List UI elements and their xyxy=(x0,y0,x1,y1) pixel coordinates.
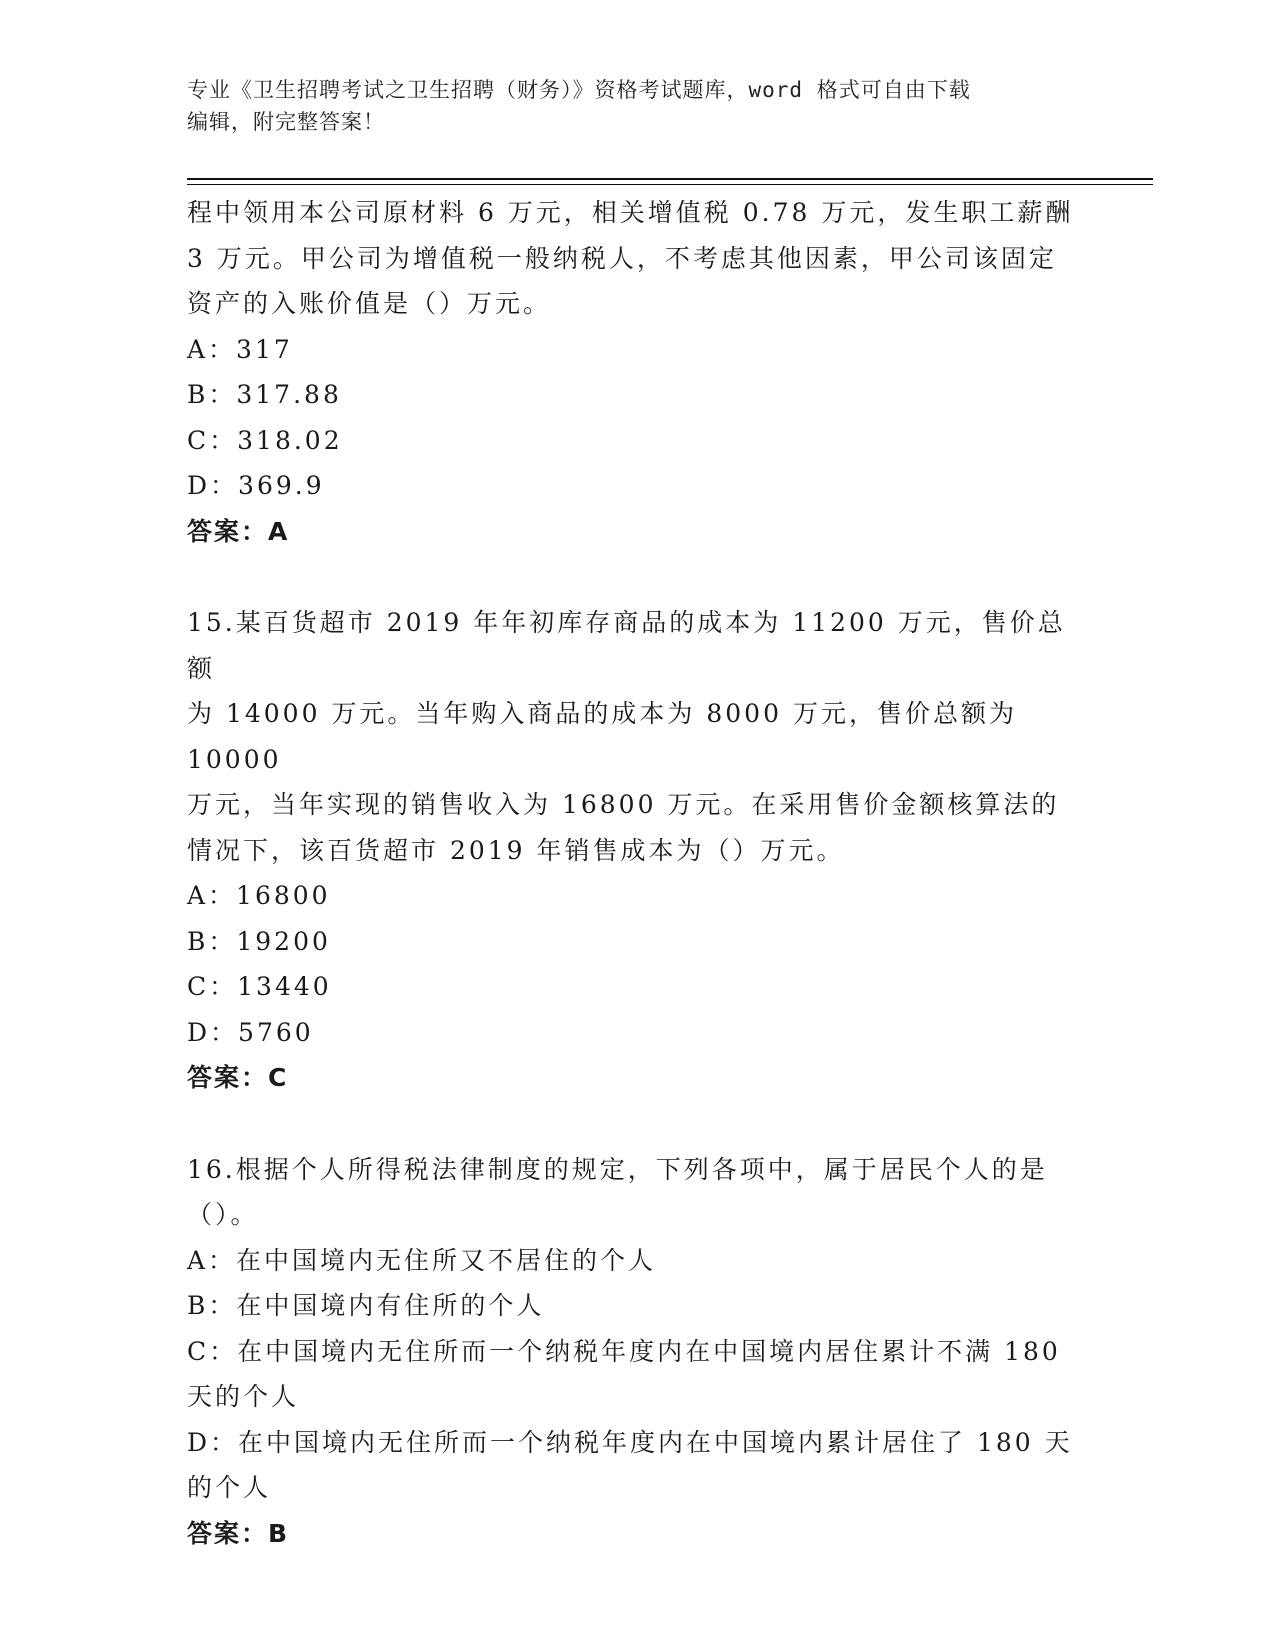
question-14 xyxy=(187,190,1087,554)
question-text-line: （）。 xyxy=(187,1200,259,1229)
option-b: B：在中国境内有住所的个人 xyxy=(187,1291,545,1320)
page-header xyxy=(187,74,1087,138)
option-a: A：317 xyxy=(187,334,293,364)
answer-line: 答案：A xyxy=(187,516,290,546)
option-d: D：在中国境内无住所而一个纳税年度内在中国境内累计居住了 180 天 xyxy=(187,1427,1073,1457)
option-d-continued: 的个人 xyxy=(187,1473,272,1502)
option-a: A：在中国境内无住所又不居住的个人 xyxy=(187,1245,657,1275)
header-line-2: 编辑，附完整答案！ xyxy=(187,110,385,134)
option-c-continued: 天的个人 xyxy=(187,1382,300,1411)
header-divider-thin xyxy=(187,184,1153,185)
question-text-line: 情况下，该百货超市 2019 年销售成本为（）万元。 xyxy=(187,835,845,865)
option-b: B：317.88 xyxy=(187,380,342,409)
question-text-line: 为 14000 万元。当年购入商品的成本为 8000 万元，售价总额为 10000 xyxy=(187,699,1017,774)
question-text-line: 16.根据个人所得税法律制度的规定，下列各项中，属于居民个人的是 xyxy=(187,1154,1048,1184)
header-line-1: 专业《卫生招聘考试之卫生招聘（财务）》资格考试题库，word 格式可自由下载 xyxy=(187,78,971,102)
document-body xyxy=(187,190,1087,1556)
question-16 xyxy=(187,1147,1087,1557)
option-d: D：369.9 xyxy=(187,471,325,500)
option-c: C：13440 xyxy=(187,972,332,1001)
question-text-line: 程中领用本公司原材料 6 万元，相关增值税 0.78 万元，发生职工薪酬 xyxy=(187,198,1074,227)
question-text-line: 万元，当年实现的销售收入为 16800 万元。在采用售价金额核算法的 xyxy=(187,790,1060,819)
header-divider-thick xyxy=(187,178,1153,180)
option-b: B：19200 xyxy=(187,926,331,956)
option-c: C：在中国境内无住所而一个纳税年度内在中国境内居住累计不满 180 xyxy=(187,1336,1061,1366)
option-c: C：318.02 xyxy=(187,425,343,455)
question-text-line: 3 万元。甲公司为增值税一般纳税人，不考虑其他因素，甲公司该固定 xyxy=(187,243,1057,273)
answer-line: 答案：C xyxy=(187,1063,289,1092)
spacer xyxy=(187,554,1087,600)
option-a: A：16800 xyxy=(187,881,331,910)
answer-line: 答案：B xyxy=(187,1518,290,1548)
question-text-line: 资产的入账价值是（）万元。 xyxy=(187,289,552,318)
option-d: D：5760 xyxy=(187,1017,314,1047)
spacer xyxy=(187,1101,1087,1147)
question-text-line: 15.某百货超市 2019 年年初库存商品的成本为 11200 万元，售价总额 xyxy=(187,608,1066,683)
question-15 xyxy=(187,600,1087,1101)
